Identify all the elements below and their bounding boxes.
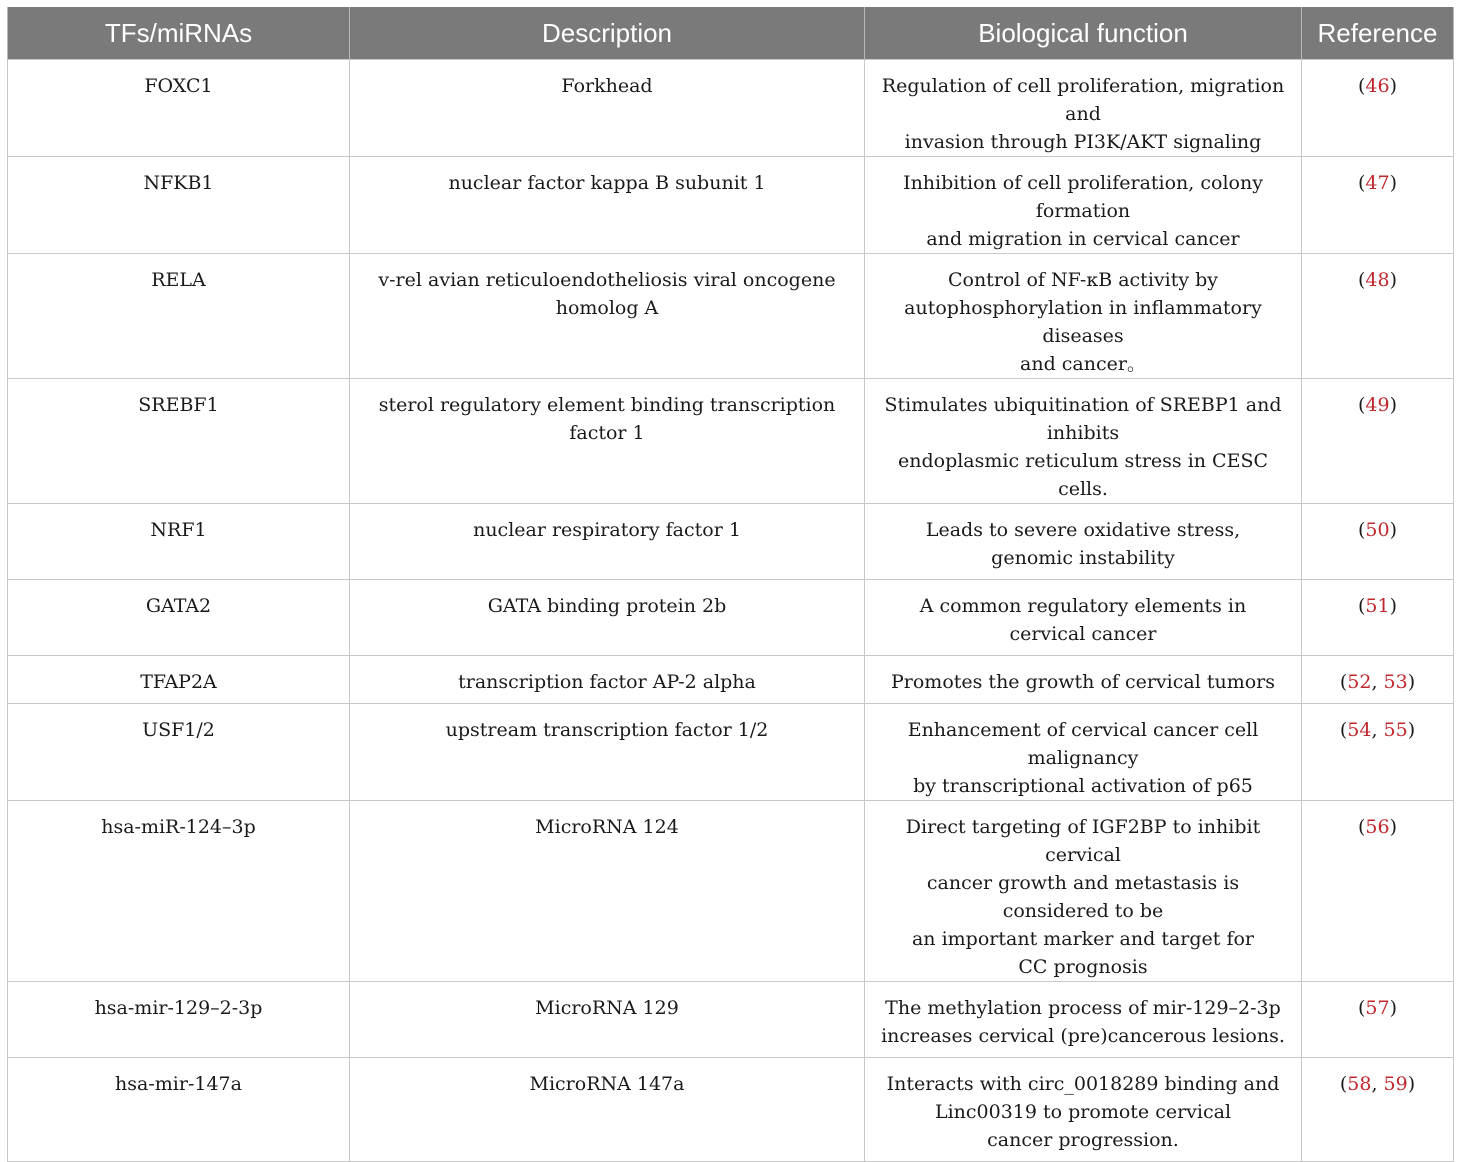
function-text-line: cervical cancer	[1009, 623, 1157, 645]
cell-biological-function	[865, 1058, 1302, 1162]
reference-link[interactable]: 57	[1365, 997, 1390, 1019]
cell-reference: (52, 53)	[1302, 656, 1454, 704]
reference-link[interactable]: 48	[1365, 269, 1390, 291]
cell-reference: (46)	[1302, 60, 1454, 157]
function-text-line: The methylation process of mir-129–2-3p	[885, 997, 1281, 1019]
function-text-line: genomic instability	[991, 547, 1175, 569]
function-text-line: increases cervical (pre)cancerous lesions.	[881, 1025, 1285, 1047]
function-text-line: an important marker and target for	[911, 928, 1254, 950]
cell-description: MicroRNA 124	[350, 801, 865, 982]
cell-description: transcription factor AP-2 alpha	[350, 656, 865, 704]
reference-link[interactable]: 49	[1365, 394, 1390, 416]
reference-link[interactable]: 59	[1383, 1073, 1408, 1095]
cell-tf-mirna-name: TFAP2A	[8, 656, 350, 704]
cell-biological-function	[865, 379, 1302, 504]
reference-link[interactable]: 56	[1365, 816, 1390, 838]
function-text-line: cancer growth and metastasis is considered to be	[926, 872, 1240, 922]
cell-reference: (48)	[1302, 254, 1454, 379]
cell-reference: (47)	[1302, 157, 1454, 254]
cell-reference: (51)	[1302, 580, 1454, 656]
reference-link[interactable]: 51	[1365, 595, 1390, 617]
reference-link[interactable]: 50	[1365, 519, 1390, 541]
cell-reference: (56)	[1302, 801, 1454, 982]
cell-biological-function	[865, 157, 1302, 254]
header-tfs-mirnas: TFs/miRNAs	[8, 7, 350, 60]
function-text-line: Control of NF-κB activity by	[947, 269, 1219, 291]
reference-link[interactable]: 53	[1383, 671, 1408, 693]
cell-tf-mirna-name: hsa-mir-129–2-3p	[8, 982, 350, 1058]
function-text-line: autophosphorylation in inflammatory diseases	[904, 297, 1262, 347]
table-row	[8, 504, 1454, 580]
cell-reference: (54, 55)	[1302, 704, 1454, 801]
table-row	[8, 379, 1454, 504]
table-row	[8, 1058, 1454, 1162]
cell-description: MicroRNA 129	[350, 982, 865, 1058]
header-biological-function: Biological function	[865, 7, 1302, 60]
cell-reference: (57)	[1302, 982, 1454, 1058]
cell-tf-mirna-name: SREBF1	[8, 379, 350, 504]
cell-description: GATA binding protein 2b	[350, 580, 865, 656]
cell-description: Forkhead	[350, 60, 865, 157]
reference-link[interactable]: 52	[1347, 671, 1372, 693]
cell-tf-mirna-name: NRF1	[8, 504, 350, 580]
reference-link[interactable]: 47	[1365, 172, 1390, 194]
function-text-line: Promotes the growth of cervical tumors	[891, 671, 1275, 693]
cell-description: upstream transcription factor 1/2	[350, 704, 865, 801]
function-text-line: by transcriptional activation of p65	[913, 775, 1253, 797]
table-row	[8, 157, 1454, 254]
cell-description: v-rel avian reticuloendotheliosis viral oncogene homolog A	[350, 254, 865, 379]
function-text-line: Interacts with circ_0018289 binding and	[886, 1073, 1280, 1095]
function-text-line: A common regulatory elements in	[919, 595, 1247, 617]
cell-biological-function	[865, 801, 1302, 982]
table-row	[8, 656, 1454, 704]
cell-biological-function	[865, 580, 1302, 656]
cell-reference: (58, 59)	[1302, 1058, 1454, 1162]
function-text-line: Direct targeting of IGF2BP to inhibit cervical	[905, 816, 1261, 866]
cell-tf-mirna-name: hsa-mir-147a	[8, 1058, 350, 1162]
reference-link[interactable]: 55	[1383, 719, 1408, 741]
function-text-line: and cancer。	[1020, 353, 1146, 375]
function-text-line: Leads to severe oxidative stress,	[925, 519, 1241, 541]
header-description: Description	[350, 7, 865, 60]
reference-link[interactable]: 46	[1365, 75, 1390, 97]
cell-description: nuclear respiratory factor 1	[350, 504, 865, 580]
cell-biological-function	[865, 704, 1302, 801]
function-text-line: cancer progression.	[987, 1129, 1179, 1151]
cell-biological-function	[865, 656, 1302, 704]
cell-tf-mirna-name: GATA2	[8, 580, 350, 656]
tf-mirna-table	[7, 7, 1454, 1162]
function-text-line: and migration in cervical cancer	[926, 228, 1240, 250]
cell-tf-mirna-name: RELA	[8, 254, 350, 379]
function-text-line: endoplasmic reticulum stress in CESC cells.	[897, 450, 1269, 500]
function-text-line: CC prognosis	[1018, 956, 1148, 978]
table-body	[8, 60, 1454, 1162]
table-row	[8, 60, 1454, 157]
reference-link[interactable]: 58	[1347, 1073, 1372, 1095]
cell-tf-mirna-name: FOXC1	[8, 60, 350, 157]
cell-biological-function	[865, 254, 1302, 379]
cell-reference: (49)	[1302, 379, 1454, 504]
table-row	[8, 704, 1454, 801]
table-row	[8, 254, 1454, 379]
cell-tf-mirna-name: NFKB1	[8, 157, 350, 254]
function-text-line: Inhibition of cell proliferation, colony formation	[903, 172, 1263, 222]
cell-biological-function	[865, 60, 1302, 157]
function-text-line: Linc00319 to promote cervical	[934, 1101, 1232, 1123]
function-text-line: Regulation of cell proliferation, migration and	[881, 75, 1285, 125]
function-text-line: Stimulates ubiquitination of SREBP1 and inhibits	[884, 394, 1282, 444]
table-header-row	[8, 7, 1454, 60]
function-text-line: invasion through PI3K/AKT signaling	[904, 131, 1262, 153]
table-row	[8, 982, 1454, 1058]
cell-biological-function	[865, 504, 1302, 580]
reference-link[interactable]: 54	[1347, 719, 1372, 741]
cell-description: MicroRNA 147a	[350, 1058, 865, 1162]
table-row	[8, 801, 1454, 982]
function-text-line: Enhancement of cervical cancer cell malignancy	[907, 719, 1259, 769]
cell-tf-mirna-name: USF1/2	[8, 704, 350, 801]
cell-description: nuclear factor kappa B subunit 1	[350, 157, 865, 254]
cell-biological-function	[865, 982, 1302, 1058]
header-reference: Reference	[1302, 7, 1454, 60]
cell-tf-mirna-name: hsa-miR-124–3p	[8, 801, 350, 982]
cell-reference: (50)	[1302, 504, 1454, 580]
table-row	[8, 580, 1454, 656]
cell-description: sterol regulatory element binding transcription factor 1	[350, 379, 865, 504]
